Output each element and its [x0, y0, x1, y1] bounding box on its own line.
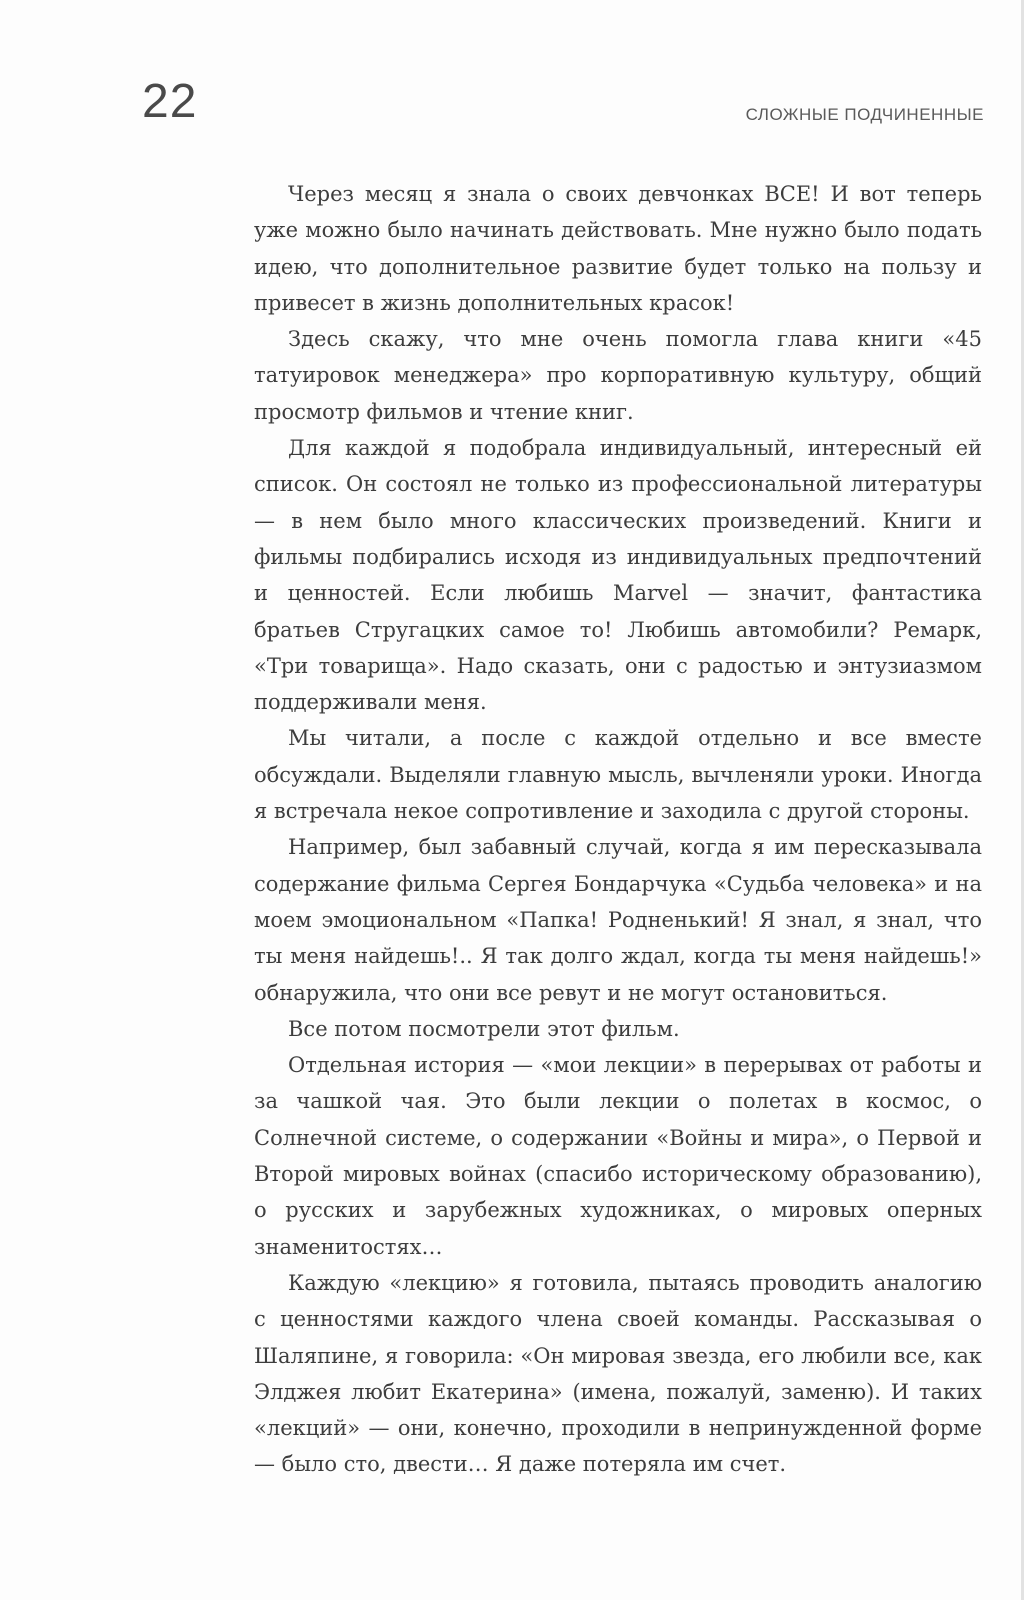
paragraph: Все потом посмотрели этот фильм.	[288, 1016, 680, 1041]
running-title: СЛОЖНЫЕ ПОДЧИНЕННЫЕ	[745, 105, 984, 124]
paragraph: Например, был забавный случай, когда я им пересказывала содержание фильма Сергея Бондарчука «Судьба человека» и на моем эмоциональном «Папка! Родненький! Я знал, я знал, что ты меня найдешь!.. Я так долго ждал, когда ты меня найдешь!» обнаружила, что они все ревут и не могут остановиться.	[254, 835, 982, 1005]
paragraph: Отдельная история — «мои лекции» в перерывах от работы и за чашкой чая. Это были лекции о полетах в космос, о Солнечной системе, о содержании «Войны и мира», о Первой и Второй мировых войнах (спасибо историческому образованию), о русских и зарубежных художниках, о мировых оперных знаменитостях…	[254, 1053, 982, 1259]
paragraph: Каждую «лекцию» я готовила, пытаясь проводить аналогию с ценностями каждого члена своей команды. Рассказывая о Шаляпине, я говорила: «Он мировая звезда, его любили все, как Элджея любит Екатерина» (имена, пожалуй, заменю). И таких «лекций» — они, конечно, проходили в непринужденной форме — было сто, двести… Я даже потеряла им счет.	[254, 1270, 982, 1477]
paragraph: Для каждой я подобрала индивидуальный, интересный ей список. Он состоял не только из профессиональной литературы — в нем было много классических произведений. Книги и фильмы подбирались исходя из индивидуальных предпочтений и ценностей. Если любишь Marvel — значит, фантастика братьев Стругацких самое то! Любишь автомобили? Ремарк, «Три товарища». Надо сказать, они с радостью и энтузиазмом поддерживали меня.	[254, 436, 982, 715]
paragraph: Через месяц я знала о своих девчонках ВСЕ! И вот теперь уже можно было начинать действовать. Мне нужно было подать идею, что дополнительное развитие будет только на пользу и привесет в жизнь дополнительных красок!	[254, 182, 982, 315]
paragraph: Здесь скажу, что мне очень помогла глава книги «45 татуировок менеджера» про корпоративную культуру, общий просмотр фильмов и чтение книг.	[254, 327, 982, 424]
page-number: 22	[142, 75, 198, 128]
body-text	[254, 176, 982, 1483]
paragraph: Мы читали, а после с каждой отдельно и все вместе обсуждали. Выделяли главную мысль, вычленяли уроки. Иногда я встречала некое сопротивление и заходила с другой стороны.	[254, 726, 982, 824]
